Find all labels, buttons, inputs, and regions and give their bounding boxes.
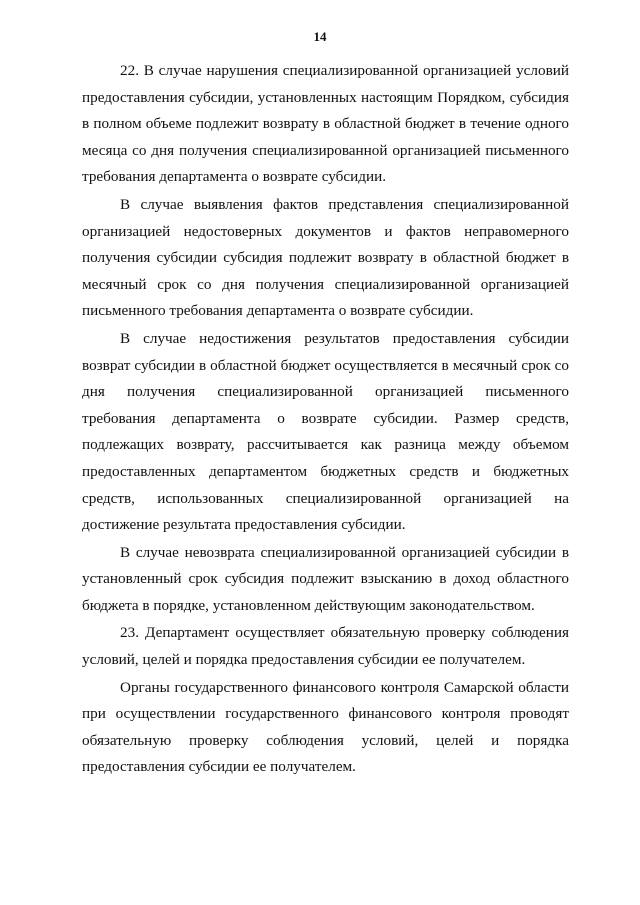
paragraph-22-violation: 22. В случае нарушения специализированной организацией условий предоставления субсидии, установленных настоящим Порядком, субсидия в полном объеме подлежит возврату в областной бюджет в течение одного месяца со дня получения специализированной организацией письменного требования департамента о возврате субсидии. — [82, 62, 569, 186]
document-body — [82, 58, 569, 782]
paragraph-23-department-check: 23. Департамент осуществляет обязательную проверку соблюдения условий, целей и порядка предоставления субсидии ее получателем. — [82, 624, 569, 669]
paragraph-results-not-achieved: В случае недостижения результатов предоставления субсидии возврат субсидии в областной бюджет осуществляется в месячный срок со дня получения специализированной организацией письменного требования департамента о возврате субсидии. Размер средств, подлежащих возврату, рассчитывается как разница между объемом предоставленных департаментом бюджетных средств и бюджетных средств, использованных специализированной организацией на достижение результата предоставления субсидии. — [82, 329, 569, 534]
paragraph-financial-control: Органы государственного финансового контроля Самарской области при осуществлении государственного финансового контроля проводят обязательную проверку соблюдения условий, целей и порядка предоставления субсидии ее получателем. — [82, 678, 569, 776]
paragraph-non-return: В случае невозврата специализированной организацией субсидии в установленный срок субсидия подлежит взысканию в доход областного бюджета в порядке, установленном действующим законодательством. — [82, 543, 569, 614]
paragraph-false-documents: В случае выявления фактов представления специализированной организацией недостоверных документов и фактов неправомерного получения субсидии субсидия подлежит возврату в областной бюджет в месячный срок со дня получения специализированной организацией письменного требования департамента о возврате субсидии. — [82, 195, 569, 320]
page-number: 14 — [313, 29, 327, 44]
